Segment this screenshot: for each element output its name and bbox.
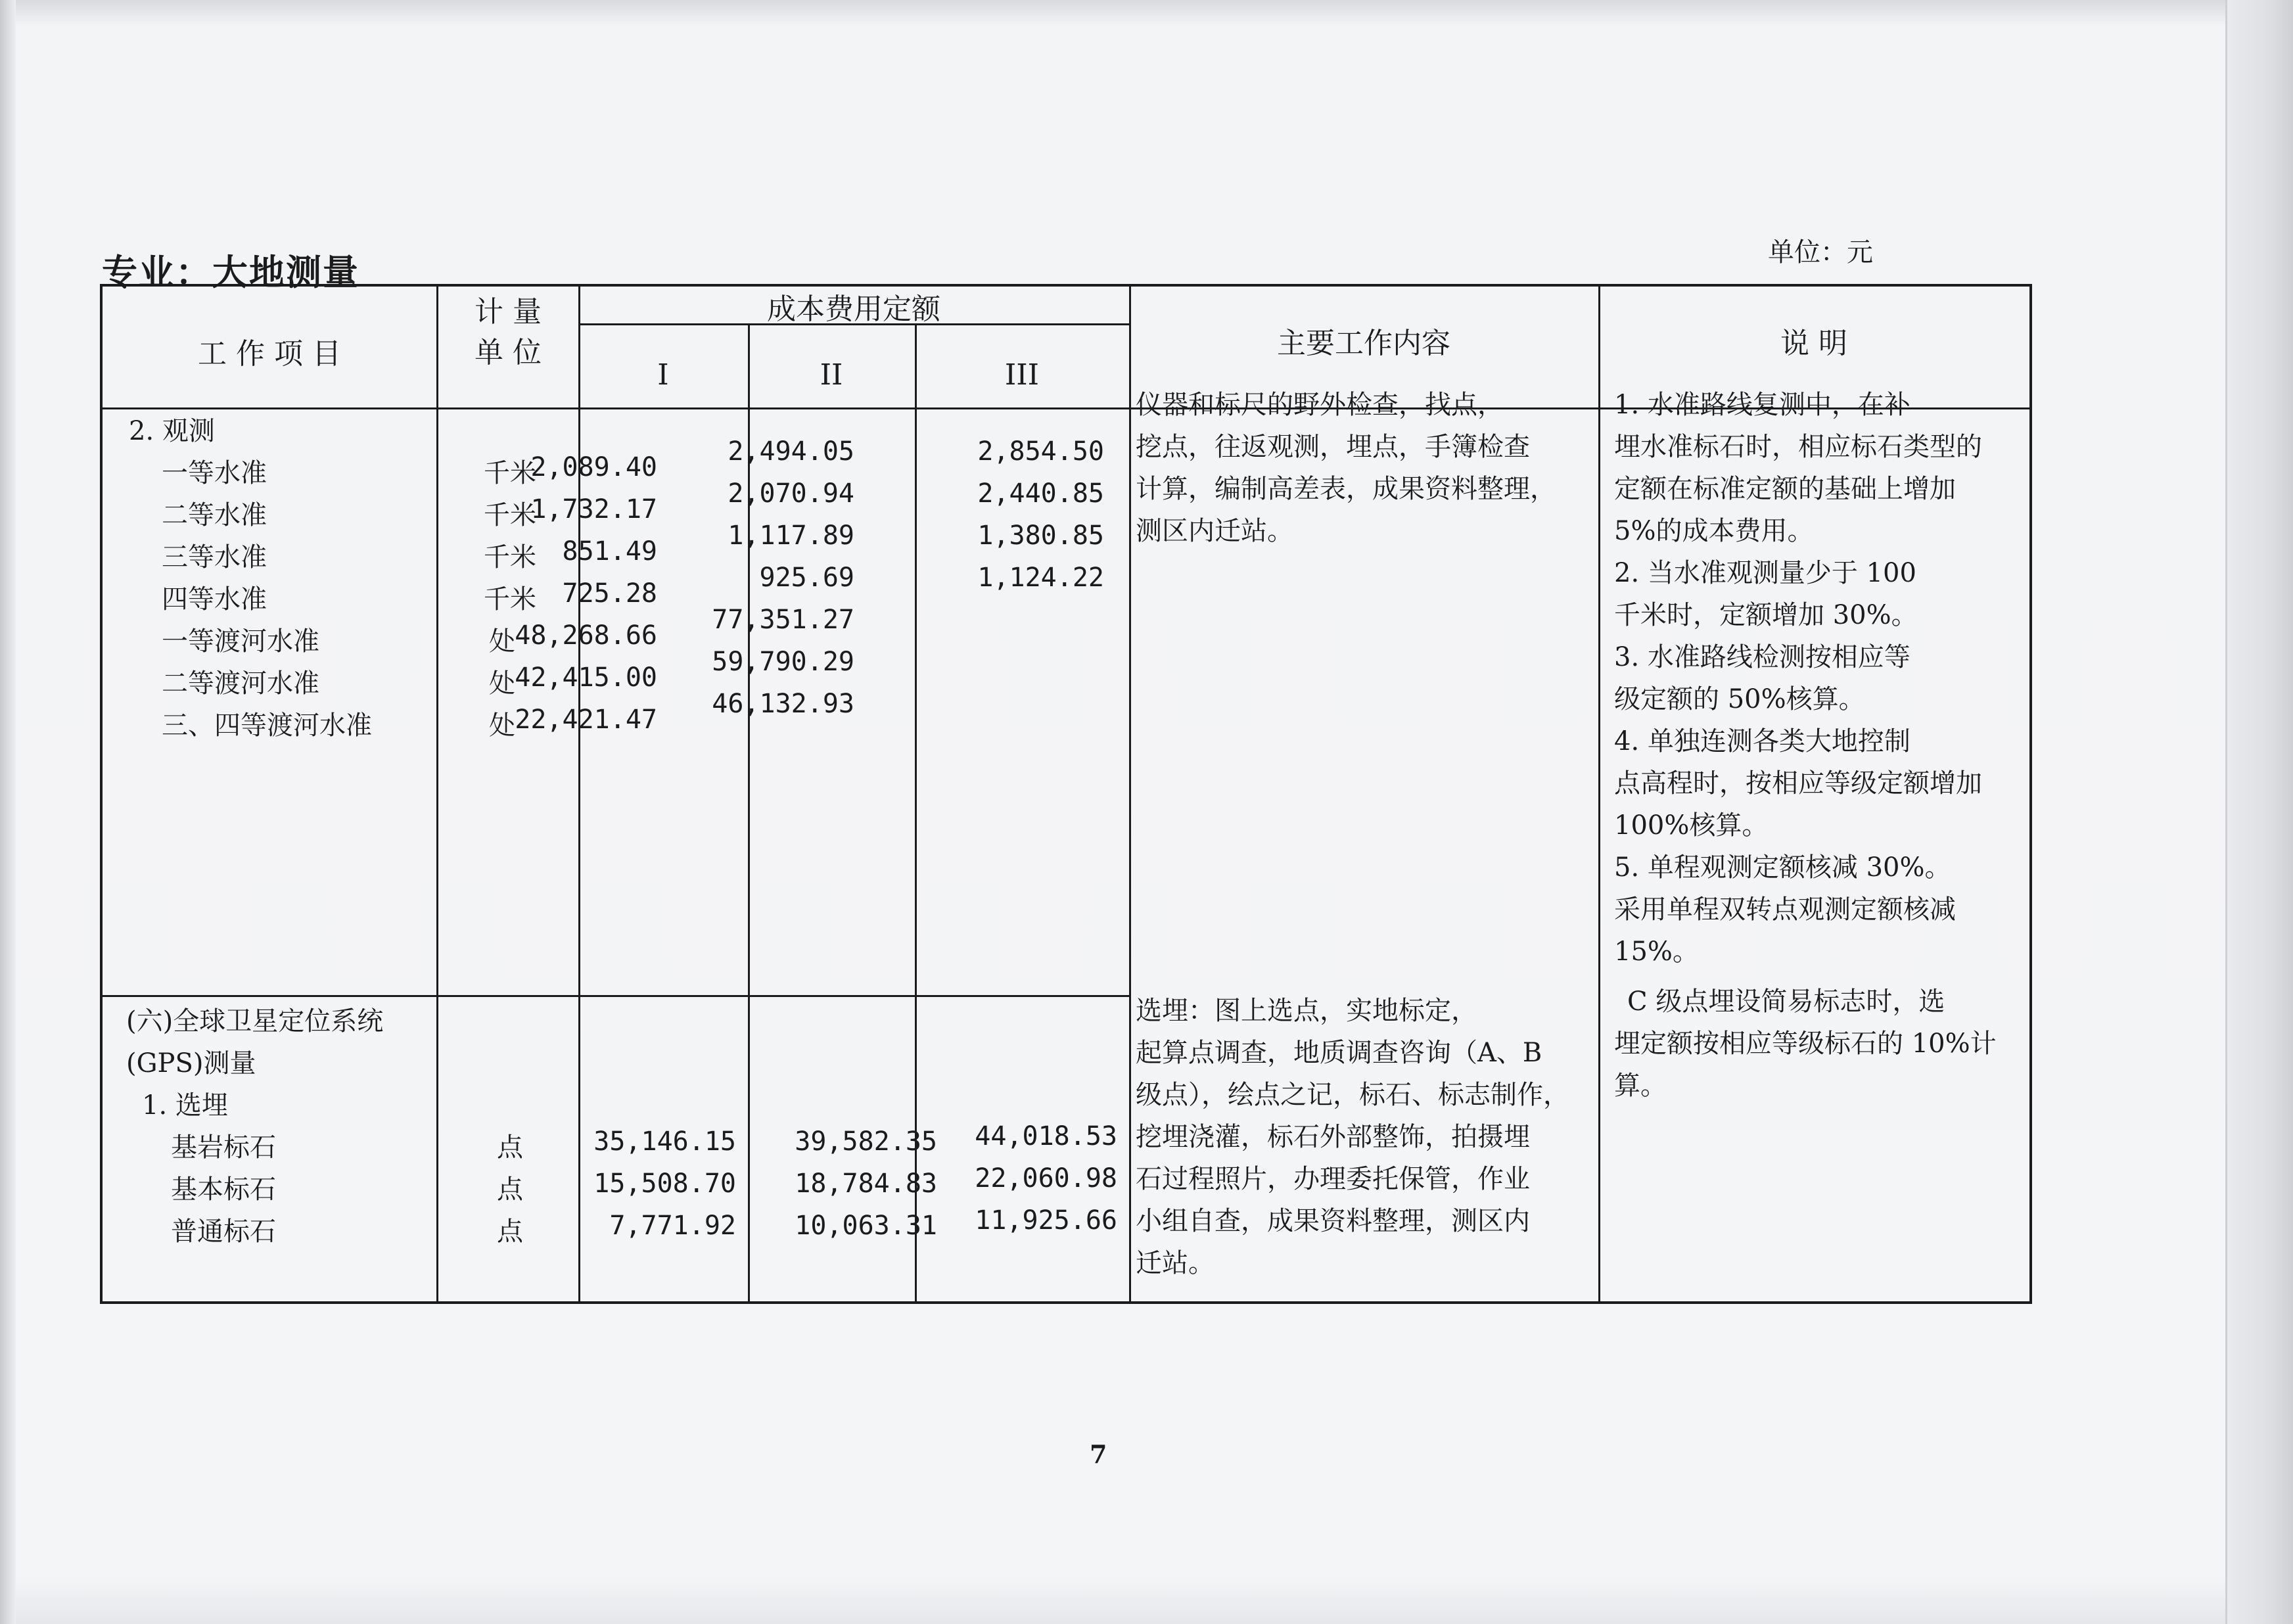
rule-v — [578, 287, 580, 1301]
row-grade-3-value: 11,925.66 — [975, 1205, 1117, 1236]
row-grade-2-value: 18,784.83 — [795, 1169, 937, 1199]
row-grade-2-value: 10,063.31 — [795, 1211, 937, 1241]
row-unit: 千米 — [484, 584, 536, 615]
row-item: 普通标石 — [171, 1217, 276, 1247]
rule-v — [1129, 287, 1131, 1301]
header-unit: 计 量 单 位 — [475, 295, 542, 369]
row-item: 三等水准 — [162, 542, 267, 572]
note-line: 级定额的 50%核算。 — [1614, 684, 1865, 714]
row-grade-2-value: 39,582.35 — [795, 1126, 937, 1157]
cost-quota-table — [100, 284, 2032, 1304]
header-notes: 说 明 — [1780, 327, 1847, 360]
header-work-item: 工 作 项 目 — [198, 337, 341, 371]
main-work-line: 挖埋浇灌，标石外部整饰，拍摄埋 — [1136, 1122, 1530, 1152]
main-work-line: 起算点调查，地质调查咨询（A、B — [1136, 1038, 1542, 1068]
section-title-gps-line2: (GPS)测量 — [126, 1048, 256, 1079]
row-grade-2-value: 46,132.93 — [712, 689, 854, 719]
main-work-line: 迁站。 — [1136, 1248, 1215, 1278]
note-line: C 级点埋设简易标志时，选 — [1627, 986, 1945, 1017]
row-item: 一等水准 — [162, 458, 267, 488]
page-number: 7 — [1090, 1439, 1107, 1469]
header-cost-quota: 成本费用定额 — [767, 292, 940, 326]
row-unit: 点 — [497, 1174, 523, 1205]
row-grade-1-value: 851.49 — [562, 536, 657, 567]
note-line: 采用单程双转点观测定额核减 — [1614, 894, 1956, 925]
main-work-line: 计算，编制高差表，成果资料整理， — [1136, 474, 1556, 504]
row-grade-2-value: 2,494.05 — [728, 436, 854, 467]
row-unit: 点 — [497, 1217, 523, 1247]
row-grade-1-value: 48,268.66 — [515, 620, 657, 651]
note-line: 埋水准标石时，相应标石类型的 — [1614, 432, 1982, 462]
rule-v — [1598, 287, 1600, 1301]
note-line: 定额在标准定额的基础上增加 — [1614, 474, 1956, 504]
note-line: 5%的成本费用。 — [1614, 516, 1814, 546]
section-subtitle-gps: 1. 选埋 — [142, 1090, 228, 1121]
row-grade-2-value: 925.69 — [759, 563, 854, 593]
note-line: 15%。 — [1614, 937, 1699, 967]
main-work-line: 石过程照片，办理委托保管，作业 — [1136, 1164, 1530, 1194]
main-work-line: 仪器和标尺的野外检查，找点， — [1136, 390, 1504, 420]
row-grade-1-value: 15,508.70 — [593, 1169, 736, 1199]
row-unit: 处 — [489, 668, 515, 699]
row-grade-1-value: 7,771.92 — [609, 1211, 736, 1241]
main-work-line: 小组自查，成果资料整理，测区内 — [1136, 1206, 1530, 1236]
note-line: 5. 单程观测定额核减 30%。 — [1614, 852, 1951, 883]
main-work-line: 选埋：图上选点，实地标定， — [1136, 996, 1477, 1026]
specialty-title: 专业：大地测量 — [102, 251, 359, 293]
row-grade-3-value: 1,124.22 — [977, 563, 1104, 593]
note-line: 3. 水准路线检测按相应等 — [1614, 642, 1911, 672]
rule-v — [748, 323, 750, 1301]
row-unit: 处 — [489, 626, 515, 657]
section-title-observation: 2. 观测 — [129, 416, 215, 446]
row-item: 四等水准 — [162, 584, 267, 615]
row-unit: 千米 — [484, 500, 536, 530]
row-grade-3-value: 22,060.98 — [975, 1163, 1117, 1194]
rule-v — [436, 287, 438, 1301]
note-line: 埋定额按相应等级标石的 10%计 — [1614, 1029, 1997, 1059]
row-item: 三、四等渡河水准 — [162, 710, 372, 741]
row-item: 一等渡河水准 — [162, 626, 319, 657]
row-grade-2-value: 59,790.29 — [712, 647, 854, 677]
row-grade-3-value: 44,018.53 — [975, 1121, 1117, 1151]
row-unit: 处 — [489, 710, 515, 741]
row-grade-1-value: 2,089.40 — [530, 452, 657, 482]
row-grade-2-value: 1,117.89 — [728, 521, 854, 551]
rule-h — [103, 995, 1129, 997]
page-binding-shadow — [0, 0, 16, 1624]
header-grade-3: III — [1004, 358, 1040, 392]
row-item: 基本标石 — [171, 1174, 276, 1205]
note-line: 点高程时，按相应等级定额增加 — [1614, 768, 1982, 799]
row-grade-1-value: 42,415.00 — [515, 662, 657, 693]
row-unit: 点 — [497, 1132, 523, 1163]
row-grade-1-value: 22,421.47 — [515, 705, 657, 735]
section-title-gps: (六)全球卫星定位系统 — [126, 1006, 384, 1036]
row-grade-1-value: 1,732.17 — [530, 494, 657, 524]
note-line: 100%核算。 — [1614, 810, 1769, 841]
row-grade-3-value: 2,440.85 — [977, 478, 1104, 509]
row-unit: 千米 — [484, 458, 536, 488]
note-line: 千米时，定额增加 30%。 — [1614, 600, 1918, 630]
row-item: 基岩标石 — [171, 1132, 276, 1163]
main-work-line: 挖点，往返观测，埋点，手簿检查 — [1136, 432, 1530, 462]
main-work-line: 测区内迁站。 — [1136, 516, 1293, 546]
page-stack-edge — [2225, 0, 2293, 1624]
note-line: 算。 — [1614, 1071, 1667, 1101]
row-item: 二等水准 — [162, 500, 267, 530]
row-grade-2-value: 77,351.27 — [712, 605, 854, 635]
row-grade-3-value: 1,380.85 — [977, 521, 1104, 551]
header-main-work: 主要工作内容 — [1277, 327, 1450, 360]
row-grade-1-value: 725.28 — [562, 578, 657, 609]
row-grade-2-value: 2,070.94 — [728, 478, 854, 509]
note-line: 2. 当水准观测量少于 100 — [1614, 558, 1916, 588]
header-grade-1: I — [657, 358, 669, 392]
unit-note: 单位：元 — [1768, 237, 1873, 267]
main-work-line: 级点），绘点之记，标石、标志制作， — [1136, 1080, 1569, 1110]
note-line: 1. 水准路线复测中，在补 — [1614, 390, 1911, 420]
row-grade-3-value: 2,854.50 — [977, 436, 1104, 467]
header-grade-2: II — [820, 358, 843, 392]
row-grade-1-value: 35,146.15 — [593, 1126, 736, 1157]
row-item: 二等渡河水准 — [162, 668, 319, 699]
row-unit: 千米 — [484, 542, 536, 572]
note-line: 4. 单独连测各类大地控制 — [1614, 726, 1911, 756]
